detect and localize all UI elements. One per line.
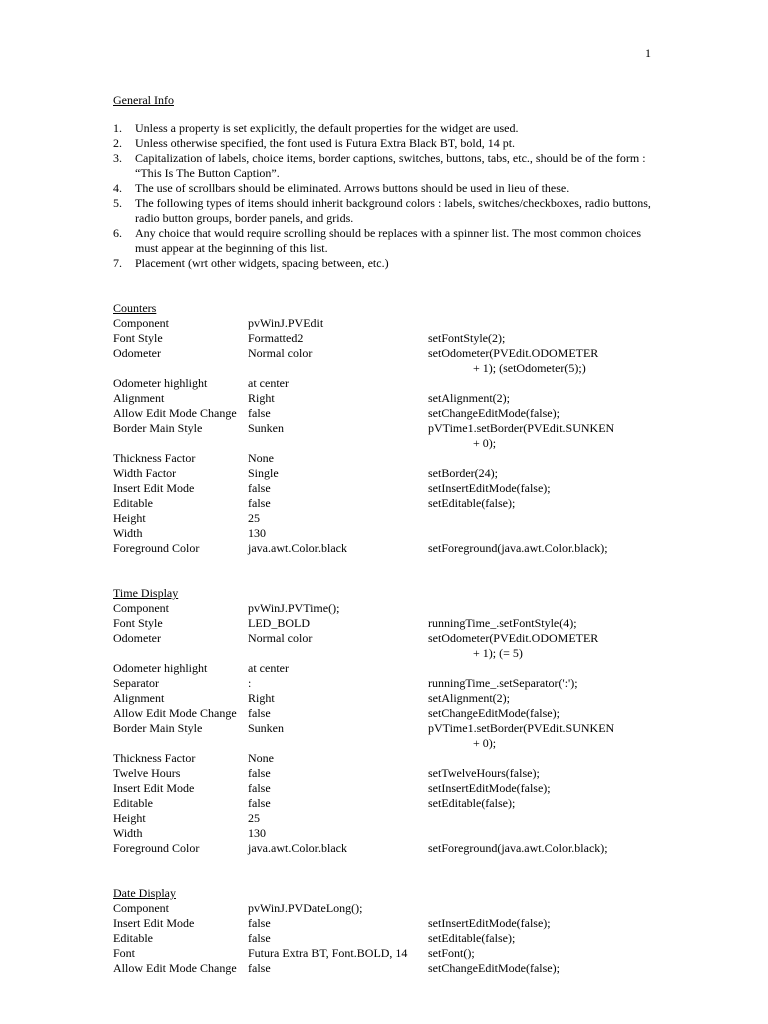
table-row xyxy=(113,616,653,631)
code-line-continuation: + 1); (= 5) xyxy=(473,646,523,660)
counters-section xyxy=(113,301,653,556)
table-row xyxy=(113,451,653,466)
table-row xyxy=(113,466,653,481)
property-name: Thickness Factor xyxy=(113,451,196,465)
table-row xyxy=(113,406,653,421)
property-name: Width xyxy=(113,826,143,840)
property-code xyxy=(428,916,653,931)
list-item-number: 5. xyxy=(113,196,122,210)
property-value: Sunken xyxy=(248,421,284,435)
property-code xyxy=(428,781,653,796)
property-name: Insert Edit Mode xyxy=(113,481,195,495)
date-display-section xyxy=(113,886,653,976)
property-value: false xyxy=(248,931,271,945)
property-code xyxy=(428,901,653,916)
property-value: false xyxy=(248,796,271,810)
code-line: pVTime1.setBorder(PVEdit.SUNKEN xyxy=(428,721,615,735)
property-value: false xyxy=(248,916,271,930)
code-line: setAlignment(2); xyxy=(428,691,510,705)
list-item-text: The following types of items should inherit background colors : labels, switches/checkboxes, radio buttons, radio button groups, border panels, and grids. xyxy=(135,196,651,225)
property-name: Component xyxy=(113,601,169,615)
property-code xyxy=(428,931,653,946)
table-row xyxy=(113,421,653,451)
property-value: false xyxy=(248,481,271,495)
property-code xyxy=(428,481,653,496)
table-row xyxy=(113,691,653,706)
code-line: pVTime1.setBorder(PVEdit.SUNKEN xyxy=(428,421,615,435)
property-name: Twelve Hours xyxy=(113,766,181,780)
property-value: Futura Extra BT, Font.BOLD, 14 xyxy=(248,946,408,960)
table-row xyxy=(113,766,653,781)
table-row xyxy=(113,796,653,811)
table-row xyxy=(113,946,653,961)
property-value: 25 xyxy=(248,811,260,825)
code-line: setInsertEditMode(false); xyxy=(428,481,551,495)
property-value: Formatted2 xyxy=(248,331,304,345)
property-value: 130 xyxy=(248,526,266,540)
property-name: Component xyxy=(113,901,169,915)
property-code xyxy=(428,691,653,706)
property-name: Thickness Factor xyxy=(113,751,196,765)
table-row xyxy=(113,721,653,751)
list-item-text: Capitalization of labels, choice items, border captions, switches, buttons, tabs, etc., should be of the form : “This Is The Button Caption”. xyxy=(135,151,646,180)
list-item-number: 4. xyxy=(113,181,122,195)
property-name: Alignment xyxy=(113,691,165,705)
table-row xyxy=(113,496,653,511)
property-code xyxy=(428,766,653,781)
property-code xyxy=(428,376,653,391)
property-code xyxy=(428,316,653,331)
property-value: false xyxy=(248,766,271,780)
property-value: Normal color xyxy=(248,346,313,360)
table-row xyxy=(113,751,653,766)
property-value: None xyxy=(248,751,274,765)
table-row xyxy=(113,601,653,616)
table-row xyxy=(113,331,653,346)
property-code xyxy=(428,466,653,481)
table-row xyxy=(113,901,653,916)
code-line: setFontStyle(2); xyxy=(428,331,506,345)
property-name: Editable xyxy=(113,931,153,945)
property-name: Alignment xyxy=(113,391,165,405)
general-info-list xyxy=(113,121,653,271)
page-number: 1 xyxy=(645,46,651,60)
table-row xyxy=(113,541,653,556)
list-item-text: Unless a property is set explicitly, the default properties for the widget are used. xyxy=(135,121,519,135)
property-table xyxy=(113,901,653,976)
property-value: java.awt.Color.black xyxy=(248,541,347,555)
property-code xyxy=(428,661,653,676)
property-code xyxy=(428,526,653,541)
property-name: Odometer xyxy=(113,346,161,360)
table-row xyxy=(113,346,653,376)
property-name: Insert Edit Mode xyxy=(113,781,195,795)
property-name: Font xyxy=(113,946,136,960)
property-name: Allow Edit Mode Change xyxy=(113,961,237,975)
property-value: Normal color xyxy=(248,631,313,645)
property-code xyxy=(428,391,653,406)
property-name: Font Style xyxy=(113,331,163,345)
property-code xyxy=(428,676,653,691)
code-line-continuation: + 0); xyxy=(473,736,497,750)
table-row xyxy=(113,526,653,541)
property-value: pvWinJ.PVEdit xyxy=(248,316,324,330)
list-item-text: The use of scrollbars should be eliminated. Arrows buttons should be used in lieu of these. xyxy=(135,181,570,195)
list-item xyxy=(113,196,653,226)
table-row xyxy=(113,841,653,856)
property-table xyxy=(113,601,653,856)
property-code xyxy=(428,946,653,961)
property-code xyxy=(428,496,653,511)
list-item-text: Placement (wrt other widgets, spacing between, etc.) xyxy=(135,256,389,270)
property-code xyxy=(428,811,653,826)
property-name: Separator xyxy=(113,676,159,690)
code-line: setOdometer(PVEdit.ODOMETER xyxy=(428,631,599,645)
list-item-text: Any choice that would require scrolling should be replaces with a spinner list. The most common choices must appear at the beginning of this list. xyxy=(135,226,641,255)
property-value: LED_BOLD xyxy=(248,616,310,630)
table-row xyxy=(113,661,653,676)
property-name: Foreground Color xyxy=(113,541,200,555)
section-heading: Date Display xyxy=(113,886,176,900)
property-value: None xyxy=(248,451,274,465)
property-name: Editable xyxy=(113,796,153,810)
list-item-number: 3. xyxy=(113,151,122,165)
property-value: false xyxy=(248,781,271,795)
property-name: Component xyxy=(113,316,169,330)
list-item xyxy=(113,256,653,271)
property-value: Right xyxy=(248,391,275,405)
property-value: false xyxy=(248,406,271,420)
code-line: runningTime_.setFontStyle(4); xyxy=(428,616,577,630)
property-code xyxy=(428,721,653,751)
property-name: Height xyxy=(113,511,146,525)
property-value: false xyxy=(248,961,271,975)
table-row xyxy=(113,931,653,946)
property-name: Border Main Style xyxy=(113,421,203,435)
code-line: setChangeEditMode(false); xyxy=(428,706,560,720)
table-row xyxy=(113,811,653,826)
property-value: false xyxy=(248,706,271,720)
property-value: 25 xyxy=(248,511,260,525)
property-name: Insert Edit Mode xyxy=(113,916,195,930)
property-value: Sunken xyxy=(248,721,284,735)
property-value: pvWinJ.PVDateLong(); xyxy=(248,901,363,915)
property-name: Odometer highlight xyxy=(113,376,208,390)
time-display-section xyxy=(113,586,653,856)
code-line: setInsertEditMode(false); xyxy=(428,781,551,795)
property-code xyxy=(428,631,653,661)
list-item-text: Unless otherwise specified, the font used is Futura Extra Black BT, bold, 14 pt. xyxy=(135,136,516,150)
property-code xyxy=(428,511,653,526)
code-line: setAlignment(2); xyxy=(428,391,510,405)
list-item-number: 7. xyxy=(113,256,122,270)
code-line: setChangeEditMode(false); xyxy=(428,961,560,975)
table-row xyxy=(113,511,653,526)
list-item xyxy=(113,226,653,256)
property-name: Width xyxy=(113,526,143,540)
property-value: : xyxy=(248,676,252,690)
property-name: Odometer xyxy=(113,631,161,645)
table-row xyxy=(113,781,653,796)
property-code xyxy=(428,421,653,451)
property-value: Single xyxy=(248,466,279,480)
property-code xyxy=(428,451,653,466)
property-value: 130 xyxy=(248,826,266,840)
property-code xyxy=(428,601,653,616)
code-line-continuation: + 1); (setOdometer(5);) xyxy=(473,361,586,375)
property-name: Odometer highlight xyxy=(113,661,208,675)
property-code xyxy=(428,616,653,631)
list-item-number: 2. xyxy=(113,136,122,150)
property-name: Foreground Color xyxy=(113,841,200,855)
property-code xyxy=(428,541,653,556)
table-row xyxy=(113,826,653,841)
property-value: at center xyxy=(248,661,289,675)
code-line: setForeground(java.awt.Color.black); xyxy=(428,541,608,555)
code-line: runningTime_.setSeparator(':'); xyxy=(428,676,578,690)
table-row xyxy=(113,391,653,406)
table-row xyxy=(113,631,653,661)
property-name: Width Factor xyxy=(113,466,177,480)
property-name: Allow Edit Mode Change xyxy=(113,406,237,420)
list-item xyxy=(113,121,653,136)
code-line: setEditable(false); xyxy=(428,931,516,945)
list-item xyxy=(113,181,653,196)
list-item xyxy=(113,151,653,181)
property-code xyxy=(428,826,653,841)
property-name: Font Style xyxy=(113,616,163,630)
property-code xyxy=(428,706,653,721)
property-code xyxy=(428,751,653,766)
property-value: false xyxy=(248,496,271,510)
general-info-section xyxy=(113,93,653,271)
section-heading: Time Display xyxy=(113,586,179,600)
table-row xyxy=(113,481,653,496)
property-code xyxy=(428,406,653,421)
code-line-continuation: + 0); xyxy=(473,436,497,450)
code-line: setForeground(java.awt.Color.black); xyxy=(428,841,608,855)
property-code xyxy=(428,331,653,346)
document-body xyxy=(113,93,653,976)
property-code xyxy=(428,796,653,811)
list-item-number: 1. xyxy=(113,121,122,135)
code-line: setInsertEditMode(false); xyxy=(428,916,551,930)
property-name: Allow Edit Mode Change xyxy=(113,706,237,720)
table-row xyxy=(113,316,653,331)
table-row xyxy=(113,961,653,976)
code-line: setChangeEditMode(false); xyxy=(428,406,560,420)
property-name: Border Main Style xyxy=(113,721,203,735)
property-value: java.awt.Color.black xyxy=(248,841,347,855)
property-value: pvWinJ.PVTime(); xyxy=(248,601,340,615)
property-name: Height xyxy=(113,811,146,825)
table-row xyxy=(113,376,653,391)
list-item-number: 6. xyxy=(113,226,122,240)
table-row xyxy=(113,706,653,721)
section-heading: Counters xyxy=(113,301,157,315)
property-name: Editable xyxy=(113,496,153,510)
table-row xyxy=(113,676,653,691)
property-code xyxy=(428,961,653,976)
list-item xyxy=(113,136,653,151)
code-line: setEditable(false); xyxy=(428,496,516,510)
section-heading: General Info xyxy=(113,93,174,107)
code-line: setBorder(24); xyxy=(428,466,498,480)
code-line: setTwelveHours(false); xyxy=(428,766,540,780)
property-code xyxy=(428,841,653,856)
code-line: setFont(); xyxy=(428,946,475,960)
property-value: at center xyxy=(248,376,289,390)
code-line: setOdometer(PVEdit.ODOMETER xyxy=(428,346,599,360)
property-code xyxy=(428,346,653,376)
property-table xyxy=(113,316,653,556)
code-line: setEditable(false); xyxy=(428,796,516,810)
table-row xyxy=(113,916,653,931)
property-value: Right xyxy=(248,691,275,705)
